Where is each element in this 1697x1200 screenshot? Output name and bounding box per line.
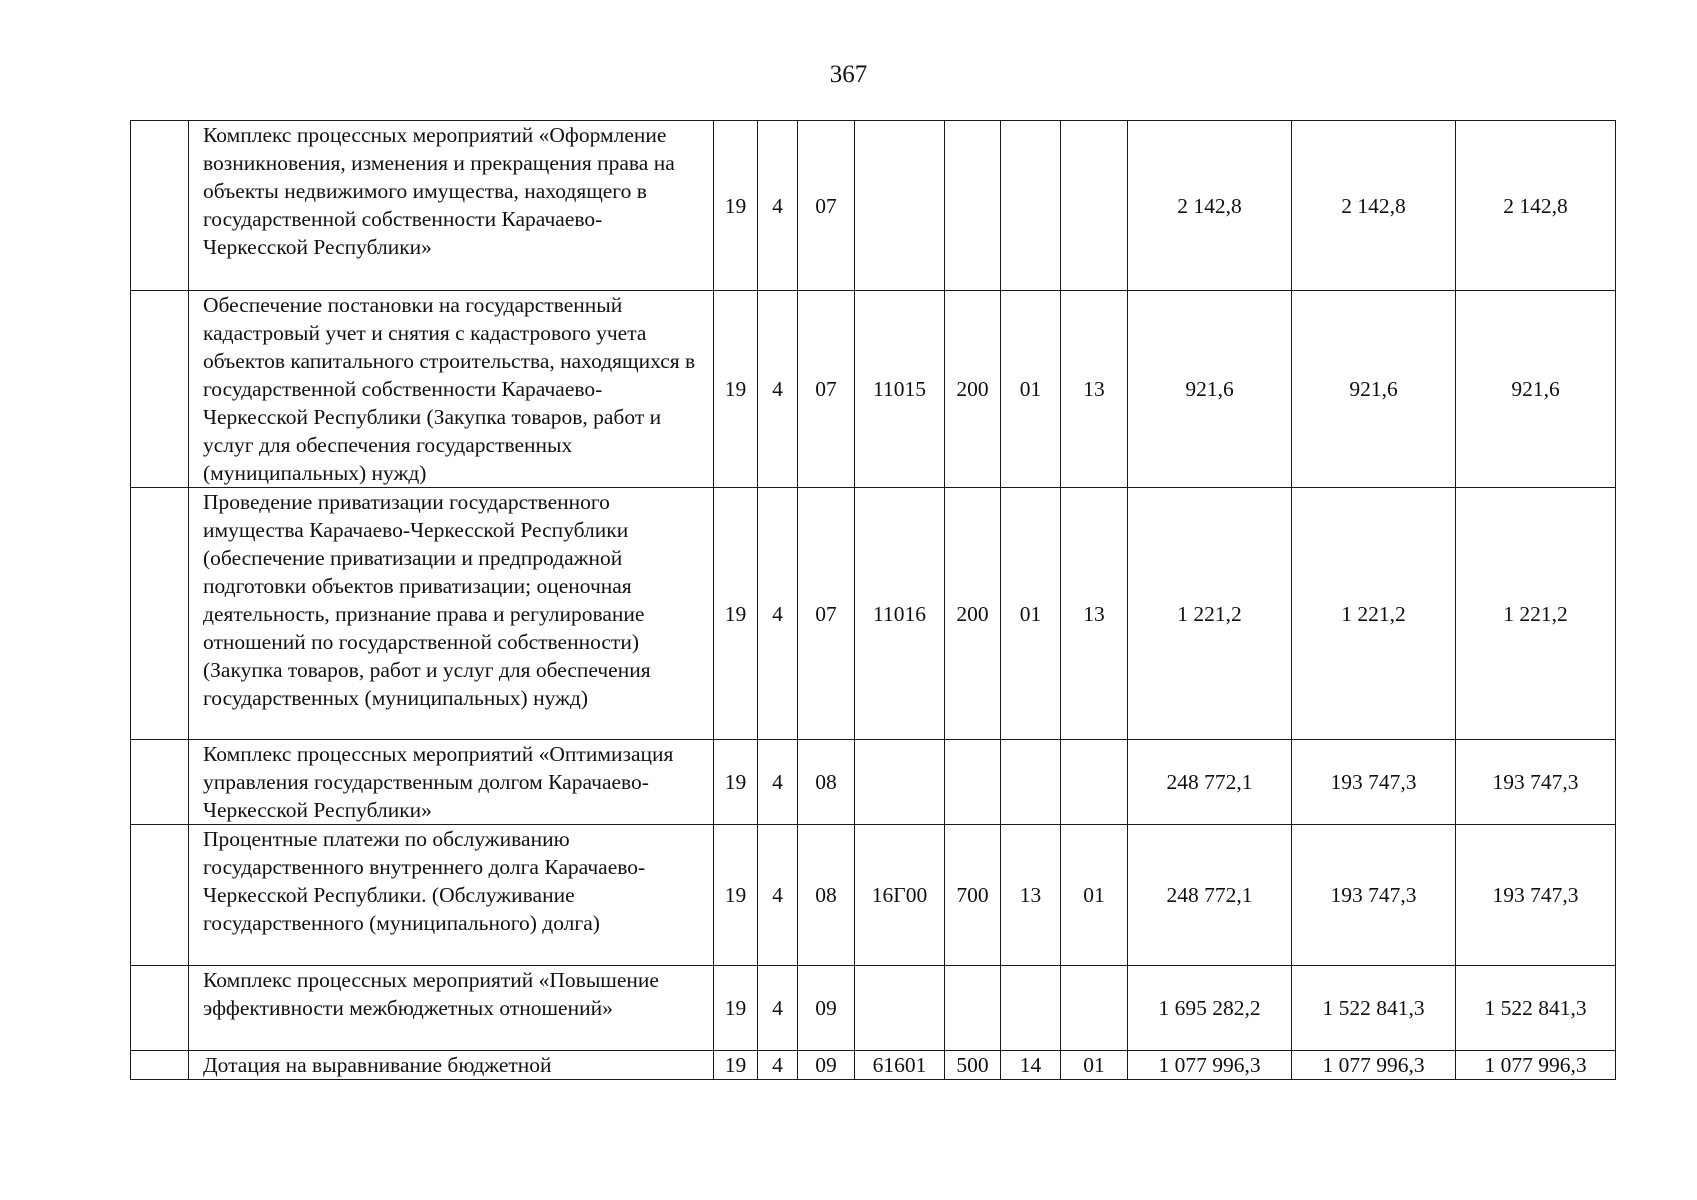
- empty-cell: [131, 740, 189, 825]
- amount-year-2: 921,6: [1292, 291, 1456, 488]
- item-name: Комплекс процессных мероприятий «Повышение эффективности межбюджетных отношений»: [189, 966, 714, 1051]
- sub-code: 09: [798, 1051, 855, 1080]
- subsection-code: 13: [1061, 291, 1128, 488]
- item-name: Обеспечение постановки на государственный кадастровый учет и снятия с кадастрового учета объектов капитального строительства, находящихся в государственной собственности Карачаево-Черкесской Республики (Закупка товаров, работ и услуг для обеспечения государственных (муниципальных) нужд): [189, 291, 714, 488]
- type-code: 4: [758, 825, 798, 966]
- table-row: [131, 1051, 1616, 1080]
- budget-table: [130, 120, 1616, 1080]
- amount-year-2: 1 221,2: [1292, 488, 1456, 740]
- direction-code: 16Г00: [855, 825, 945, 966]
- sub-code: 08: [798, 740, 855, 825]
- type-code: 4: [758, 121, 798, 291]
- item-name: Процентные платежи по обслуживанию государственного внутреннего долга Карачаево-Черкесской Республики. (Обслуживание государственного (муниципального) долга): [189, 825, 714, 966]
- type-code: 4: [758, 1051, 798, 1080]
- expense-type: 700: [945, 825, 1001, 966]
- item-name-text: Дотация на выравнивание бюджетной: [203, 1053, 552, 1077]
- expense-type: [945, 740, 1001, 825]
- direction-code: [855, 121, 945, 291]
- type-code: 4: [758, 740, 798, 825]
- section-code: [1001, 740, 1061, 825]
- section-code: [1001, 966, 1061, 1051]
- expense-type: [945, 121, 1001, 291]
- direction-code: [855, 740, 945, 825]
- subsection-code: [1061, 966, 1128, 1051]
- direction-code: 11016: [855, 488, 945, 740]
- amount-year-3: 193 747,3: [1456, 740, 1616, 825]
- amount-year-3: 921,6: [1456, 291, 1616, 488]
- sub-code: 09: [798, 966, 855, 1051]
- subsection-code: 01: [1061, 1051, 1128, 1080]
- sub-code: 07: [798, 291, 855, 488]
- expense-type: [945, 966, 1001, 1051]
- item-name: [189, 1051, 714, 1080]
- subsection-code: [1061, 121, 1128, 291]
- direction-code: 11015: [855, 291, 945, 488]
- amount-year-3: 2 142,8: [1456, 121, 1616, 291]
- direction-code: [855, 966, 945, 1051]
- amount-year-2: 193 747,3: [1292, 740, 1456, 825]
- table-row: [131, 291, 1616, 488]
- empty-cell: [131, 121, 189, 291]
- empty-cell: [131, 1051, 189, 1080]
- amount-year-1: 1 077 996,3: [1128, 1051, 1292, 1080]
- expense-type: 200: [945, 291, 1001, 488]
- amount-year-2: 1 522 841,3: [1292, 966, 1456, 1051]
- empty-cell: [131, 488, 189, 740]
- amount-year-2: 2 142,8: [1292, 121, 1456, 291]
- subsection-code: 01: [1061, 825, 1128, 966]
- sub-code: 08: [798, 825, 855, 966]
- type-code: 4: [758, 291, 798, 488]
- direction-code: 61601: [855, 1051, 945, 1080]
- section-code: 13: [1001, 825, 1061, 966]
- gp-code: 19: [714, 966, 758, 1051]
- gp-code: 19: [714, 488, 758, 740]
- empty-cell: [131, 291, 189, 488]
- amount-year-3: 1 077 996,3: [1456, 1051, 1616, 1080]
- gp-code: 19: [714, 825, 758, 966]
- amount-year-1: 1 695 282,2: [1128, 966, 1292, 1051]
- type-code: 4: [758, 966, 798, 1051]
- item-name: Комплекс процессных мероприятий «Оформление возникновения, изменения и прекращения права на объекты недвижимого имущества, находящего в государственной собственности Карачаево-Черкесской Республики»: [189, 121, 714, 291]
- sub-code: 07: [798, 488, 855, 740]
- amount-year-1: 1 221,2: [1128, 488, 1292, 740]
- expense-type: 500: [945, 1051, 1001, 1080]
- item-name: Комплекс процессных мероприятий «Оптимизация управления государственным долгом Карачаево-Черкесской Республики»: [189, 740, 714, 825]
- amount-year-1: 921,6: [1128, 291, 1292, 488]
- section-code: 01: [1001, 488, 1061, 740]
- gp-code: 19: [714, 291, 758, 488]
- empty-cell: [131, 966, 189, 1051]
- type-code: 4: [758, 488, 798, 740]
- amount-year-3: 1 522 841,3: [1456, 966, 1616, 1051]
- amount-year-2: 1 077 996,3: [1292, 1051, 1456, 1080]
- expense-type: 200: [945, 488, 1001, 740]
- table-row: [131, 966, 1616, 1051]
- subsection-code: 13: [1061, 488, 1128, 740]
- table-row: [131, 825, 1616, 966]
- amount-year-3: 1 221,2: [1456, 488, 1616, 740]
- item-name: Проведение приватизации государственного имущества Карачаево-Черкесской Республики (обеспечение приватизации и предпродажной подготовки объектов приватизации; оценочная деятельность, признание права и регулирование отношений по государственной собственности) (Закупка товаров, работ и услуг для обеспечения государственных (муниципальных) нужд): [189, 488, 714, 740]
- section-code: 01: [1001, 291, 1061, 488]
- section-code: 14: [1001, 1051, 1061, 1080]
- gp-code: 19: [714, 740, 758, 825]
- section-code: [1001, 121, 1061, 291]
- page-number: 367: [829, 61, 868, 88]
- sub-code: 07: [798, 121, 855, 291]
- amount-year-1: 2 142,8: [1128, 121, 1292, 291]
- gp-code: 19: [714, 1051, 758, 1080]
- amount-year-2: 193 747,3: [1292, 825, 1456, 966]
- table-row: [131, 488, 1616, 740]
- table-row: [131, 740, 1616, 825]
- amount-year-1: 248 772,1: [1128, 825, 1292, 966]
- table-row: [131, 121, 1616, 291]
- subsection-code: [1061, 740, 1128, 825]
- amount-year-3: 193 747,3: [1456, 825, 1616, 966]
- gp-code: 19: [714, 121, 758, 291]
- empty-cell: [131, 825, 189, 966]
- amount-year-1: 248 772,1: [1128, 740, 1292, 825]
